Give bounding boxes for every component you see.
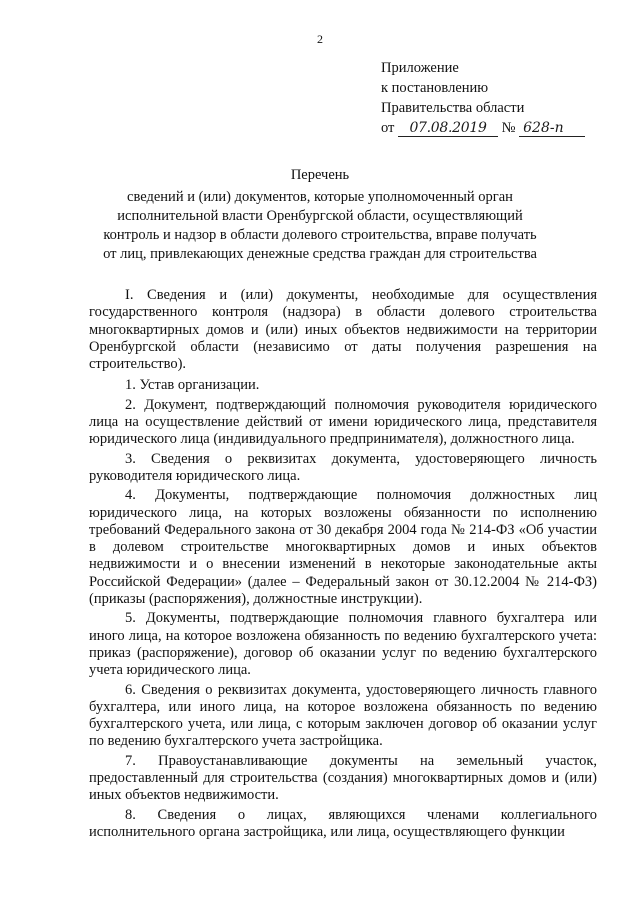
- number-label: №: [501, 120, 516, 136]
- page-number: 2: [317, 32, 323, 46]
- title-heading: Перечень: [290, 167, 350, 183]
- document-body: [89, 287, 597, 841]
- appendix-line-3: Правительства области: [381, 100, 525, 116]
- list-item: 4. Документы, подтверждающие полномочия должностных лиц юридического лица, на которых возложены обязанности по исполнению требований Федерального закона от 30 декабря 2004 года № 214-ФЗ «Об участии в долевом строительстве многоквартирных домов и иных объектов недвижимости и о внесении изменений в некоторые законодательные акты Российской Федерации» (далее – Федеральный закон от 30.12.2004 № 214-ФЗ) (приказы (распоряжения), должностные инструкции).: [89, 487, 597, 608]
- list-item: 1. Устав организации.: [125, 377, 260, 394]
- list-item: 2. Документ, подтверждающий полномочия руководителя юридического лица на осуществление действий от имени юридического лица, представителя юридического лица (индивидуального предпринимателя), должностного лица.: [89, 396, 597, 448]
- list-item: 7. Правоустанавливающие документы на земельный участок, предоставленный для строительства (создания) многоквартирных домов и (или) иных объектов недвижимости.: [89, 752, 597, 804]
- appendix-line-1: Приложение: [381, 60, 459, 76]
- appendix-header: [381, 58, 585, 138]
- appendix-line-2: к постановлению: [381, 80, 489, 96]
- section-heading-paragraph: I. Сведения и (или) документы, необходимые для осуществления государственного контроля (надзора) в области долевого строительства многоквартирных домов и (или) иных объектов недвижимости на территории Оренбургской области (независимо от даты получения разрешения на строительство).: [89, 287, 597, 373]
- handwritten-date: 07.08.2019: [398, 120, 498, 137]
- list-item: 8. Сведения о лицах, являющихся членами коллегиального исполнительного органа застройщика, или лица, осуществляющего функции: [89, 806, 597, 840]
- handwritten-number: 628-п: [519, 120, 585, 137]
- list-item: 5. Документы, подтверждающие полномочия главного бухгалтера или иного лица, на которое возложена обязанность по ведению бухгалтерского учета: приказ (распоряжение), договор об оказании услуг по ведению бухгалтерского учета юридического лица.: [89, 610, 597, 679]
- list-item: 6. Сведения о реквизитах документа, удостоверяющего личность главного бухгалтера, или иного лица, на которое возложена обязанность по ведению бухгалтерского учета, или лица, с которым заключен договор об оказании услуг по ведению бухгалтерского учета застройщика.: [89, 681, 597, 750]
- document-title: [100, 166, 540, 264]
- list-item: 3. Сведения о реквизитах документа, удостоверяющего личность руководителя юридического лица.: [89, 450, 597, 484]
- title-subtitle: сведений и (или) документов, которые уполномоченный орган исполнительной власти Оренбургской области, осуществляющий контроль и надзор в области долевого строительства, вправе получать от лиц, привлекающих денежные средства граждан для строительства: [103, 189, 537, 262]
- from-label: от: [381, 120, 395, 136]
- appendix-date-number-line: [381, 118, 585, 138]
